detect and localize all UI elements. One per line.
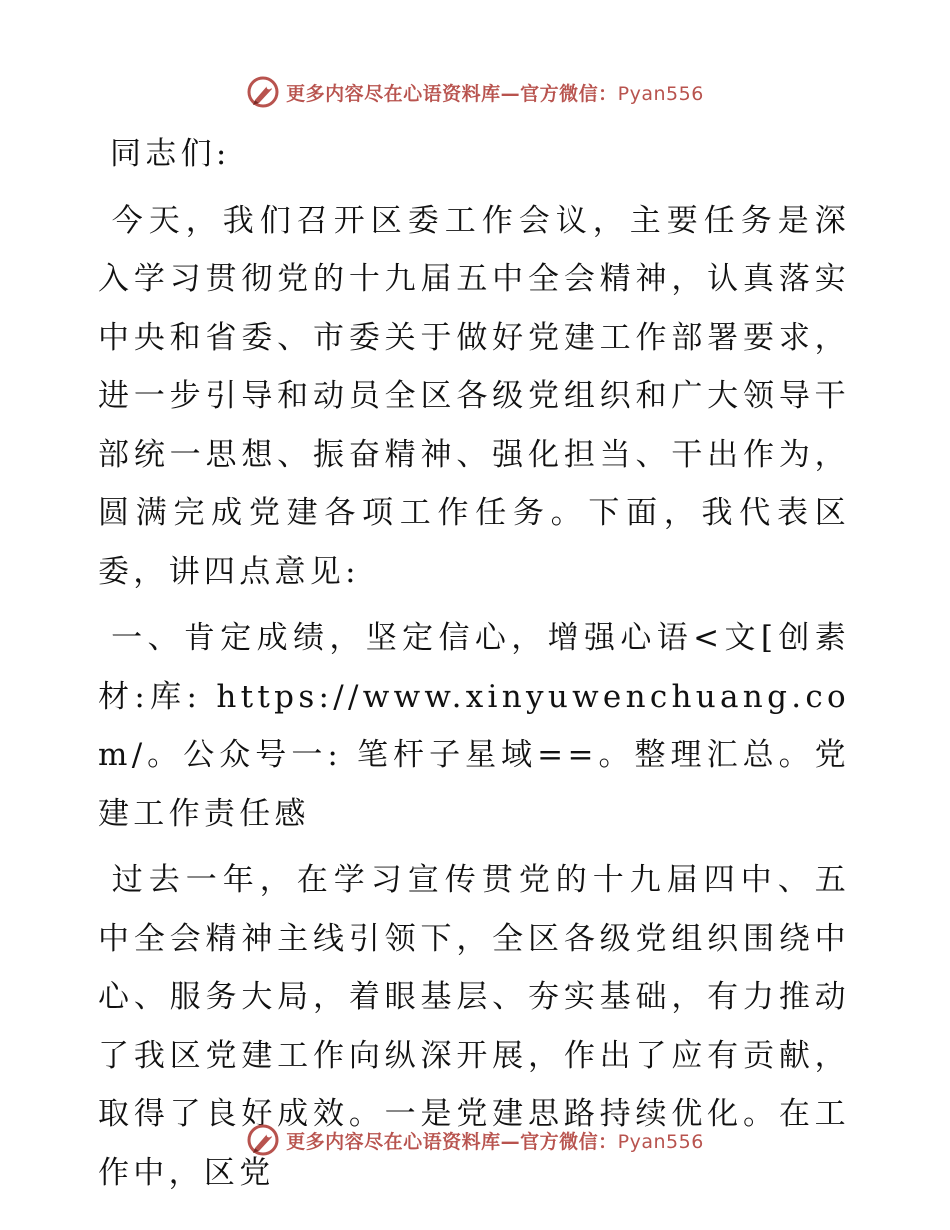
- footer-watermark: [0, 1120, 950, 1160]
- paragraph-intro: 今天，我们召开区委工作会议，主要任务是深入学习贯彻党的十九届五中全会精神，认真落实中央和省委、市委关于做好党建工作部署要求，进一步引导和动员全区各级党组织和广大领导干部统一思想、振奋精神、强化担当、干出作为，圆满完成党建各项工作任务。下面，我代表区委，讲四点意见:: [98, 202, 850, 590]
- paragraph-review: 过去一年，在学习宣传贯党的十九届四中、五中全会精神主线引领下，全区各级党组织围绕中心、服务大局，着眼基层、夯实基础，有力推动了我区党建工作向纵深开展，作出了应有贡献，取得了良好成效。一是党建思路持续优化。在工作中，区党: [98, 862, 850, 1191]
- pen-logo-icon: [246, 75, 280, 109]
- pen-logo-icon: [246, 1123, 280, 1157]
- section-heading-one: 一、肯定成绩，坚定信心，增强心语<文[创素材:库: https://www.xinyuwenchuang.com/。公众号一: 笔杆子星域==。整理汇总。党建工作责任感: [98, 620, 850, 832]
- watermark-text: 更多内容尽在心语资料库—官方微信：Pyan556: [286, 1130, 704, 1153]
- salutation: 同志们:: [110, 136, 231, 172]
- header-watermark: [0, 72, 950, 112]
- document-body: [98, 125, 850, 1202]
- watermark-text: 更多内容尽在心语资料库—官方微信：Pyan556: [286, 82, 704, 105]
